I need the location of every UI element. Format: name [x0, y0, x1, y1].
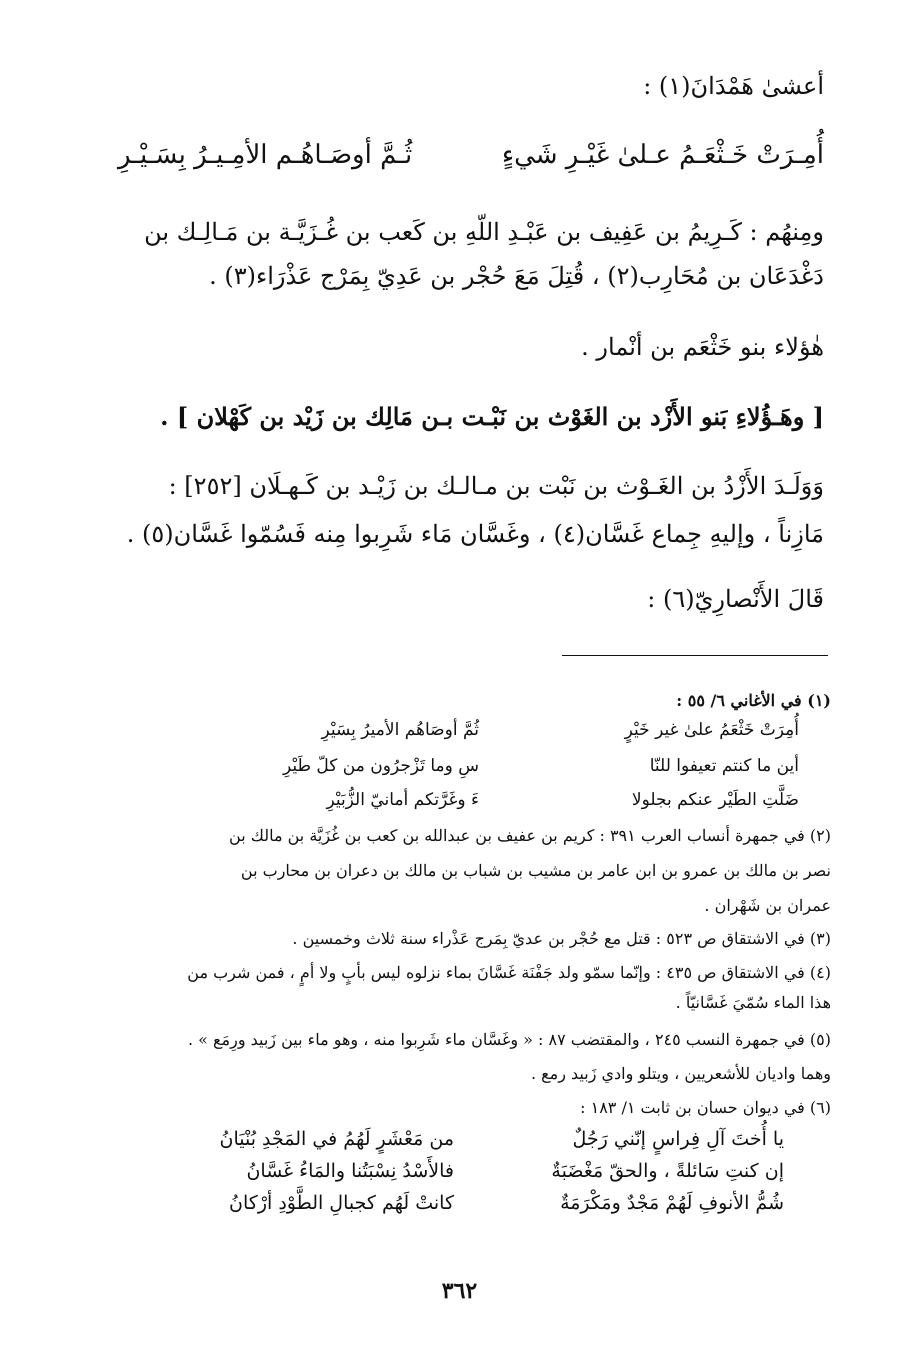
footnote-6-verse-1	[219, 1128, 784, 1151]
paragraph-1-line-1: ومِنهُم : كَـرِيمُ بن عَفِيف بن عَبْـدِ اللّهِ بن كَعب بن غُـزَيَّـة بن مَـالِـك بن	[144, 218, 824, 246]
footnote-4-line-2: هذا الماء سُمّيَ غَسَّانيّاً .	[675, 993, 831, 1012]
verse-first-hemistich: إن كنتِ سَائلةً ، والحقّ مَغْضَبَةٌ	[551, 1160, 784, 1182]
footnote-2-line-3: عمران بن شَهْران .	[704, 896, 831, 915]
footnote-1-verse-2	[283, 756, 799, 776]
footnote-3-line-1: (٣) في الاشتقاق ص ٥٢٣ : قتل مع حُجْر بن عديّ بِمَرج عَذْراء سنة ثلاث وخمسين .	[292, 929, 831, 948]
footnote-2-line-1: (٢) في جمهرة أنساب العرب ٣٩١ : كريم بن عفيف بن عبدالله بن كعب بن غُزَيَّة بن مالك بن	[229, 826, 831, 845]
line-bracketed: [ وهَـؤُلاءِ بَنو الأَزْد بن الغَوْث بن نَبْـت بـن مَالِك بن زَيْد بن كَهْلان ] .	[160, 402, 824, 431]
footnote-6-head: (٦) في ديوان حسان بن ثابت ١/ ١٨٣ :	[580, 1098, 831, 1117]
verse-second-hemistich: من مَعْشَرٍ لَهُمُ في المَجْدِ بُنْيَانُ	[219, 1128, 454, 1150]
heading-line: أعشىٰ هَمْدَانَ(١) :	[643, 72, 824, 100]
verse-second-hemistich: سِ وما تَزْجرُون من كلّ طَيْرِ	[282, 756, 479, 776]
footnote-1-verse-1	[321, 720, 799, 740]
paragraph-2-line-2: مَازِناً ، وإليهِ جِماع غَسَّان(٤) ، وغَسَّان مَاء شَرِبوا مِنه فَسُمّوا غَسَّان(٥) .	[126, 520, 824, 548]
footnote-1-verse-3	[326, 790, 799, 810]
line-ansari: قَالَ الأَنْصارِيّ(٦) :	[647, 585, 824, 613]
verse-first-hemistich: أين ما كنتم تعيفوا للنّا	[649, 756, 799, 776]
verse-second-hemistich: ثُمَّ أوصَاهُم الأميرُ بِسَيْرِ	[321, 720, 479, 740]
page-number: ٣٦٢	[441, 1278, 478, 1304]
paragraph-1-line-2: دَغْدَعَان بن مُحَارِب(٢) ، قُتِلَ مَعَ حُجْر بن عَدِيّ بِمَرْج عَذْرَاء(٣) .	[209, 262, 824, 290]
verse-first-hemistich: أُمِـرَتْ خَـثْعَـمُ عـلىٰ غَيْـرِ شَيءٍ	[501, 140, 824, 170]
footnote-5-line-2: وهما واديان للأشعريين ، ويتلو وادي زَبيد رمع .	[530, 1064, 831, 1083]
verse-second-hemistich: كانتْ لَهُم كجبالِ الطَّوْدِ أرْكانُ	[229, 1192, 454, 1214]
footnote-5-line-1: (٥) في جمهرة النسب ٢٤٥ ، والمقتضب ٨٧ : « وغَسَّان ماء شَرِبوا منه ، وهو ماء بين زَبيد ورِمَع » .	[187, 1030, 831, 1049]
footnote-1-head: (١) في الأغاني ٦/ ٥٥ :	[676, 691, 831, 710]
verse-first-hemistich: أُمِرَتْ خَثْعَمُ علىٰ غير خَيْرٍ	[624, 720, 799, 740]
verse-first-hemistich: يا أُختَ آلِ فِراسٍ إنّني رَجُلٌ	[572, 1128, 784, 1150]
line-hawla: هٰؤلاء بنو خَثْعَم بن أنْمار .	[581, 333, 824, 361]
footnote-4-line-1: (٤) في الاشتقاق ص ٤٣٥ : وإنّما سمّو ولد جَفْنَة غَسَّانَ بماء نزلوه ليس بأبٍ ولا أمٍ ، فمن شرب من	[187, 963, 831, 982]
footnote-separator	[562, 655, 828, 656]
footnote-2-line-2: نصر بن مالك بن عمرو بن ابن عامر بن مشيب بن شباب بن مالك بن دعران بن محارب بن	[240, 861, 831, 880]
main-verse-1	[118, 140, 824, 171]
verse-second-hemistich: ثُـمَّ أوصَـاهُـم الأمِـيـرُ بِسَـيْـرِ	[118, 140, 413, 170]
verse-second-hemistich: فالأَسْدُ نِسْبَتُنا والمَاءُ غَسَّانُ	[246, 1160, 454, 1182]
verse-first-hemistich: شُمُّ الأنوفِ لَهُمْ مَجْدٌ ومَكْرَمَةٌ	[560, 1192, 784, 1214]
verse-first-hemistich: ضَلَّتِ الطَيْر عنكم بجلولا	[631, 790, 799, 810]
footnote-6-verse-3	[229, 1192, 784, 1215]
footnote-6-verse-2	[246, 1160, 784, 1183]
verse-second-hemistich: ءَ وغَرَّتكم أمانيّ الزُّبَيْرِ	[326, 790, 479, 810]
paragraph-2-line-1: وَوَلَـدَ الأَزْدُ بن الغَـوْث بن نَبْت بن مـالـك بن زَيْـد بن كَـهـلَان [٢٥٢] :	[168, 472, 824, 500]
